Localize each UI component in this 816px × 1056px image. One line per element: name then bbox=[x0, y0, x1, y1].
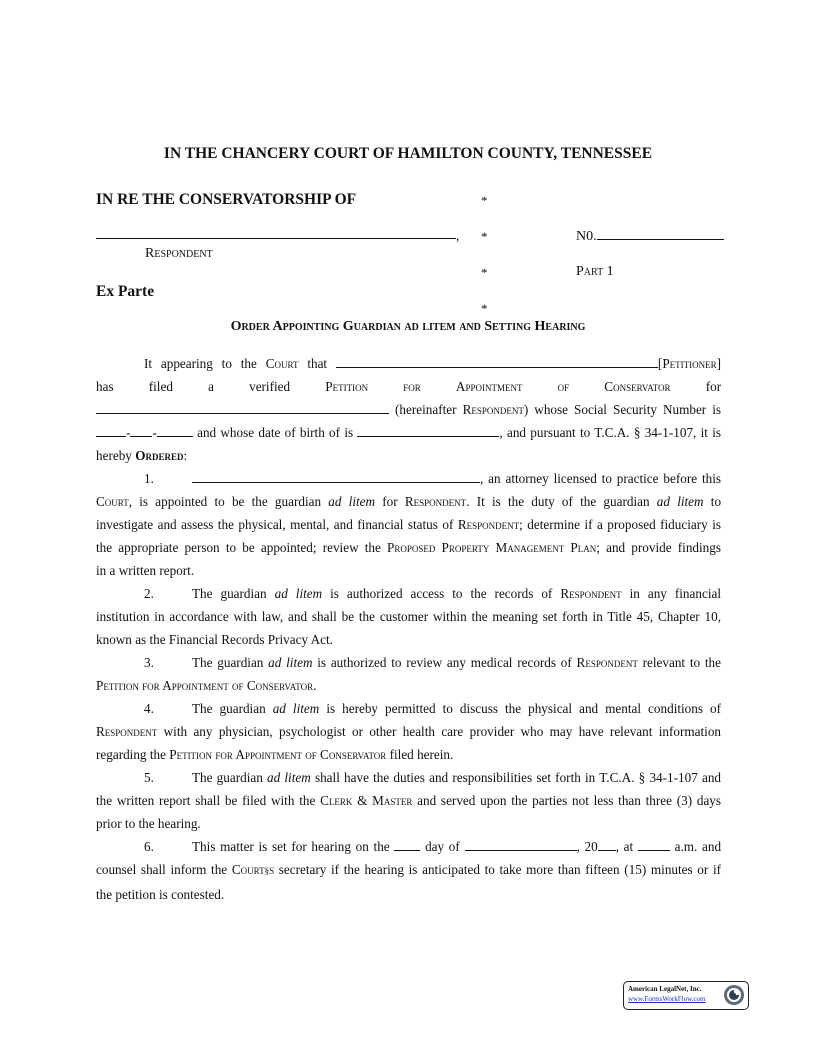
petitioner-blank bbox=[336, 356, 658, 368]
intro-line-5: hereby Ordered: bbox=[96, 448, 188, 463]
item-1-line-2: Court, is appointed to be the guardian ad litem for Respondent. It is the duty of the guardian ad litem to bbox=[96, 494, 722, 509]
item-3-line-1: 3. The guardian ad litem is authorized to review any medical records of Respondent relevant to the bbox=[144, 655, 721, 670]
ssn-blank-1 bbox=[96, 425, 126, 437]
ssn-blank-2 bbox=[130, 425, 152, 437]
case-number-blank bbox=[597, 228, 724, 240]
hearing-year-blank bbox=[598, 839, 616, 851]
order-title: Order Appointing Guardian ad litem and Setting Hearing bbox=[230, 319, 586, 334]
intro-paragraph bbox=[96, 352, 721, 467]
item-1-line-4: the appropriate person to be appointed; review the Proposed Property Management Plan; and provide findings bbox=[96, 540, 721, 555]
footer-company: American LegalNet, Inc. bbox=[628, 985, 702, 993]
caption-star-3: * bbox=[481, 265, 488, 280]
order-item-5 bbox=[96, 766, 721, 835]
item-4-line-1: 4. The guardian ad litem is hereby permitted to discuss the physical and mental conditions of bbox=[144, 701, 722, 716]
respondent-name-blank-2 bbox=[96, 402, 389, 414]
respondent-name-blank bbox=[96, 238, 456, 239]
order-item-2 bbox=[96, 582, 721, 651]
hearing-time-blank bbox=[638, 839, 670, 851]
caption-star-1: * bbox=[481, 193, 488, 208]
intro-line-2: has filed a verified Petition for Appointment of Conservator for bbox=[96, 379, 722, 394]
item-5-line-2: the written report shall be filed with the Clerk & Master and served upon the parties not less than three (3) days bbox=[96, 793, 722, 808]
footer-badge bbox=[623, 981, 749, 1010]
intro-line-1: It appearing to the Court that [Petitioner] bbox=[144, 356, 722, 371]
order-item-3 bbox=[96, 651, 721, 697]
hearing-month-blank bbox=[465, 839, 577, 851]
respondent-comma: , bbox=[456, 228, 460, 243]
hearing-day-blank bbox=[394, 839, 420, 851]
footer-url-link[interactable]: www.FormsWorkFlow.com bbox=[628, 995, 706, 1003]
intro-line-4: - - and whose date of birth of is , and pursuant to T.C.A. § 34-1-107, it is bbox=[96, 421, 721, 444]
item-5-line-3: prior to the hearing. bbox=[96, 816, 201, 831]
respondent-label: Respondent bbox=[145, 246, 213, 261]
caption-star-4: * bbox=[481, 301, 488, 316]
guardian-name-blank bbox=[192, 471, 480, 483]
case-number-label: N0. bbox=[576, 228, 724, 245]
part-label: Part 1 bbox=[576, 264, 614, 279]
item-1-line-1: 1. , an attorney licensed to practice before this bbox=[144, 471, 721, 486]
order-item-4 bbox=[96, 697, 721, 766]
item-1-line-5: in a written report. bbox=[96, 563, 195, 578]
ssn-blank-3 bbox=[157, 425, 193, 437]
item-2-line-2: institution in accordance with law, and shall be the customer within the meaning set forth in Title 45, Chapter 10, bbox=[96, 609, 721, 624]
court-title: IN THE CHANCERY COURT OF HAMILTON COUNTY, TENNESSEE bbox=[163, 145, 653, 162]
item-4-line-3: regarding the Petition for Appointment of Conservator filed herein. bbox=[96, 747, 454, 762]
dob-blank bbox=[357, 425, 499, 437]
in-re-heading: IN RE THE CONSERVATORSHIP OF bbox=[96, 191, 357, 208]
caption-star-2: * bbox=[481, 229, 488, 244]
item-6-line-1: 6. This matter is set for hearing on the day of , 20 , at a.m. and bbox=[144, 839, 722, 854]
item-2-line-3: known as the Financial Records Privacy Act. bbox=[96, 632, 333, 647]
swirl-logo-icon bbox=[723, 984, 745, 1006]
item-6-line-2: counsel shall inform the Court§s secretary if the hearing is anticipated to take more than fifteen (15) minutes or if bbox=[96, 862, 722, 877]
item-5-line-1: 5. The guardian ad litem shall have the duties and responsibilities set forth in T.C.A. § 34-1-107 and bbox=[144, 770, 722, 785]
item-4-line-2: Respondent with any physician, psychologist or other health care provider who may have relevant information bbox=[96, 724, 722, 739]
ex-parte-label: Ex Parte bbox=[96, 283, 155, 300]
item-3-line-2: Petition for Appointment of Conservator. bbox=[96, 678, 317, 693]
item-1-line-3: investigate and assess the physical, mental, and financial status of Respondent; determine if a proposed fiduciary is bbox=[96, 517, 721, 532]
order-item-6 bbox=[96, 835, 721, 906]
item-6-line-3: the petition is contested. bbox=[96, 887, 225, 902]
intro-line-3: (hereinafter Respondent) whose Social Security Number is bbox=[96, 398, 721, 421]
item-2-line-1: 2. The guardian ad litem is authorized access to the records of Respondent in any financial bbox=[144, 586, 722, 601]
order-item-1 bbox=[96, 467, 721, 582]
